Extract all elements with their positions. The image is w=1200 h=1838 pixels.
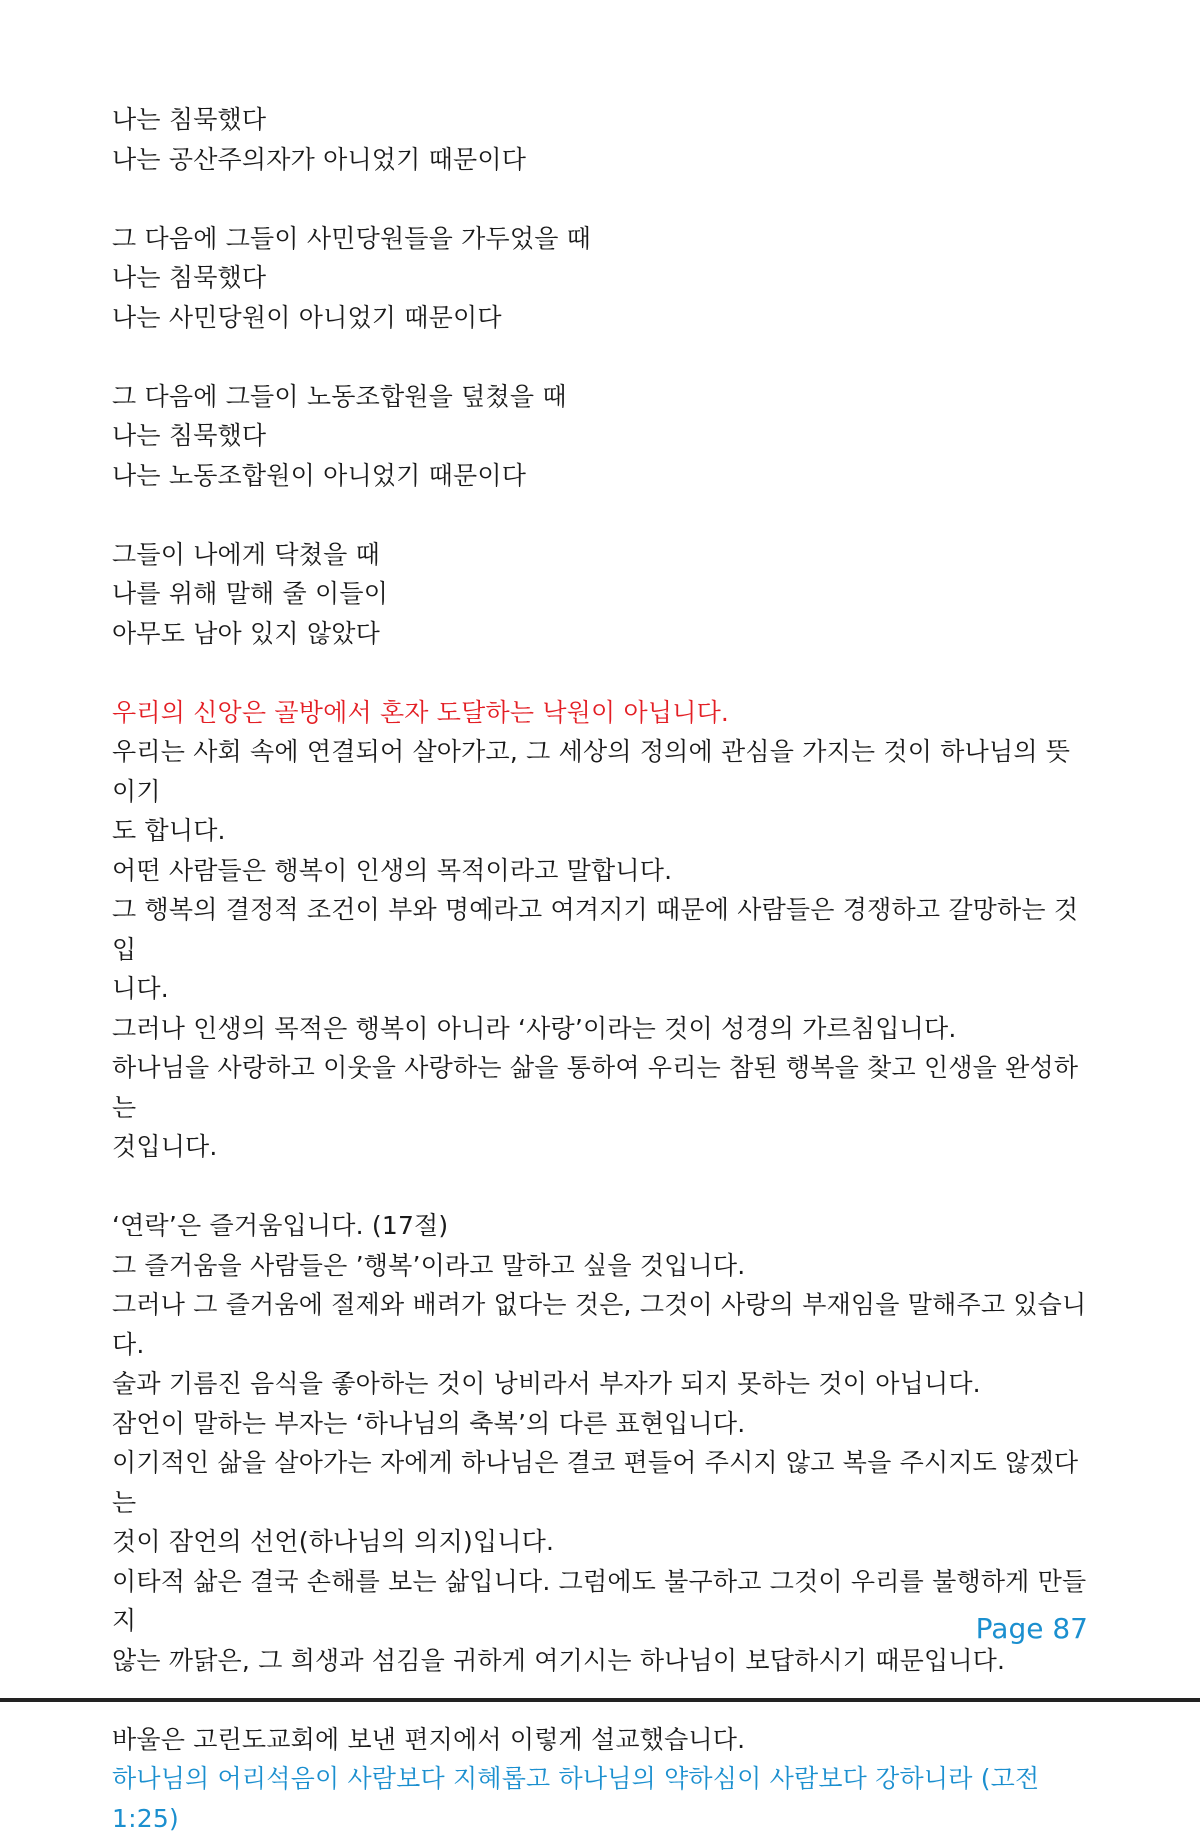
body-line: 하나님을 사랑하고 이웃을 사랑하는 삶을 통하여 우리는 참된 행복을 찾고 인생을 완성하는 (112, 1053, 1079, 1122)
body-line: 것입니다. (112, 1132, 218, 1161)
body-line: 이타적 삶은 결국 손해를 보는 삶입니다. 그럼에도 불구하고 그것이 우리를 불행하게 만들지 (112, 1566, 1087, 1635)
poem-line: 나는 침묵했다 (112, 105, 267, 134)
body-line: 그러나 인생의 목적은 행복이 아니라 ‘사랑’이라는 것이 성경의 가르침입니다. (112, 1013, 957, 1043)
body-line: 그러나 그 즐거움에 절제와 배려가 없다는 것은, 그것이 사랑의 부재임을 말해주고 있습니다. (112, 1290, 1087, 1359)
body-line: 그 즐거움을 사람들은 ’행복’이라고 말하고 싶을 것입니다. (112, 1250, 746, 1280)
body-line: 것이 잠언의 선언(하나님의 의지)입니다. (112, 1527, 555, 1556)
poem-line: 나를 위해 말해 줄 이들이 (112, 579, 389, 608)
poem-line: 나는 침묵했다 (112, 421, 267, 450)
body-line: 바울은 고린도교회에 보낸 편지에서 이렇게 설교했습니다. (112, 1724, 746, 1754)
page-content (112, 100, 1092, 1838)
bottom-border (0, 1698, 1200, 1702)
poem-line: 나는 침묵했다 (112, 263, 267, 292)
body-line: 도 합니다. (112, 816, 226, 845)
page-number: Page 87 (975, 1612, 1088, 1645)
body-line: 술과 기름진 음식을 좋아하는 것이 낭비라서 부자가 되지 못하는 것이 아닙니다. (112, 1369, 981, 1398)
highlight-sentence: 우리의 신앙은 골방에서 혼자 도달하는 낙원이 아닙니다. (112, 697, 730, 727)
poem-line: 나는 공산주의자가 아니었기 때문이다 (112, 144, 527, 174)
body-line: ‘연락’은 즐거움입니다. (17절) (112, 1211, 449, 1240)
body-line: 잠언이 말하는 부자는 ‘하나님의 축복’의 다른 표현입니다. (112, 1408, 746, 1438)
poem-line: 나는 노동조합원이 아니었기 때문이다 (112, 460, 527, 490)
poem-line: 나는 사민당원이 아니었기 때문이다 (112, 302, 502, 332)
section-spacer (112, 653, 1092, 693)
body-line: 이기적인 삶을 살아가는 자에게 하나님은 결코 편들어 주시지 않고 복을 주시지도 않겠다는 (112, 1448, 1079, 1517)
body-line: 그 행복의 결정적 조건이 부와 명예라고 여겨지기 때문에 사람들은 경쟁하고 갈망하는 것입 (112, 895, 1079, 964)
poem-line: 그 다음에 그들이 노동조합원을 덮쳤을 때 (112, 381, 567, 411)
body-line: 않는 까닭은, 그 희생과 섬김을 귀하게 여기시는 하나님이 보답하시기 때문입니다. (112, 1645, 1006, 1675)
stanza-spacer (112, 179, 1092, 219)
poem-line: 아무도 남아 있지 않았다 (112, 618, 380, 648)
poem-line: 그 다음에 그들이 사민당원들을 가두었을 때 (112, 223, 592, 253)
stanza-spacer (112, 337, 1092, 377)
body-line: 우리는 사회 속에 연결되어 살아가고, 그 세상의 정의에 관심을 가지는 것이 하나님의 뜻이기 (112, 737, 1071, 806)
poem-line: 그들이 나에게 닥쳤을 때 (112, 539, 380, 569)
stanza-spacer (112, 495, 1092, 535)
scripture-verse: 하나님의 어리석음이 사람보다 지혜롭고 하나님의 약하심이 사람보다 강하니라 (고전 1:25) (112, 1764, 1048, 1833)
body-line: 니다. (112, 974, 169, 1003)
section-spacer (112, 1167, 1092, 1207)
body-line: 어떤 사람들은 행복이 인생의 목적이라고 말합니다. (112, 855, 673, 885)
